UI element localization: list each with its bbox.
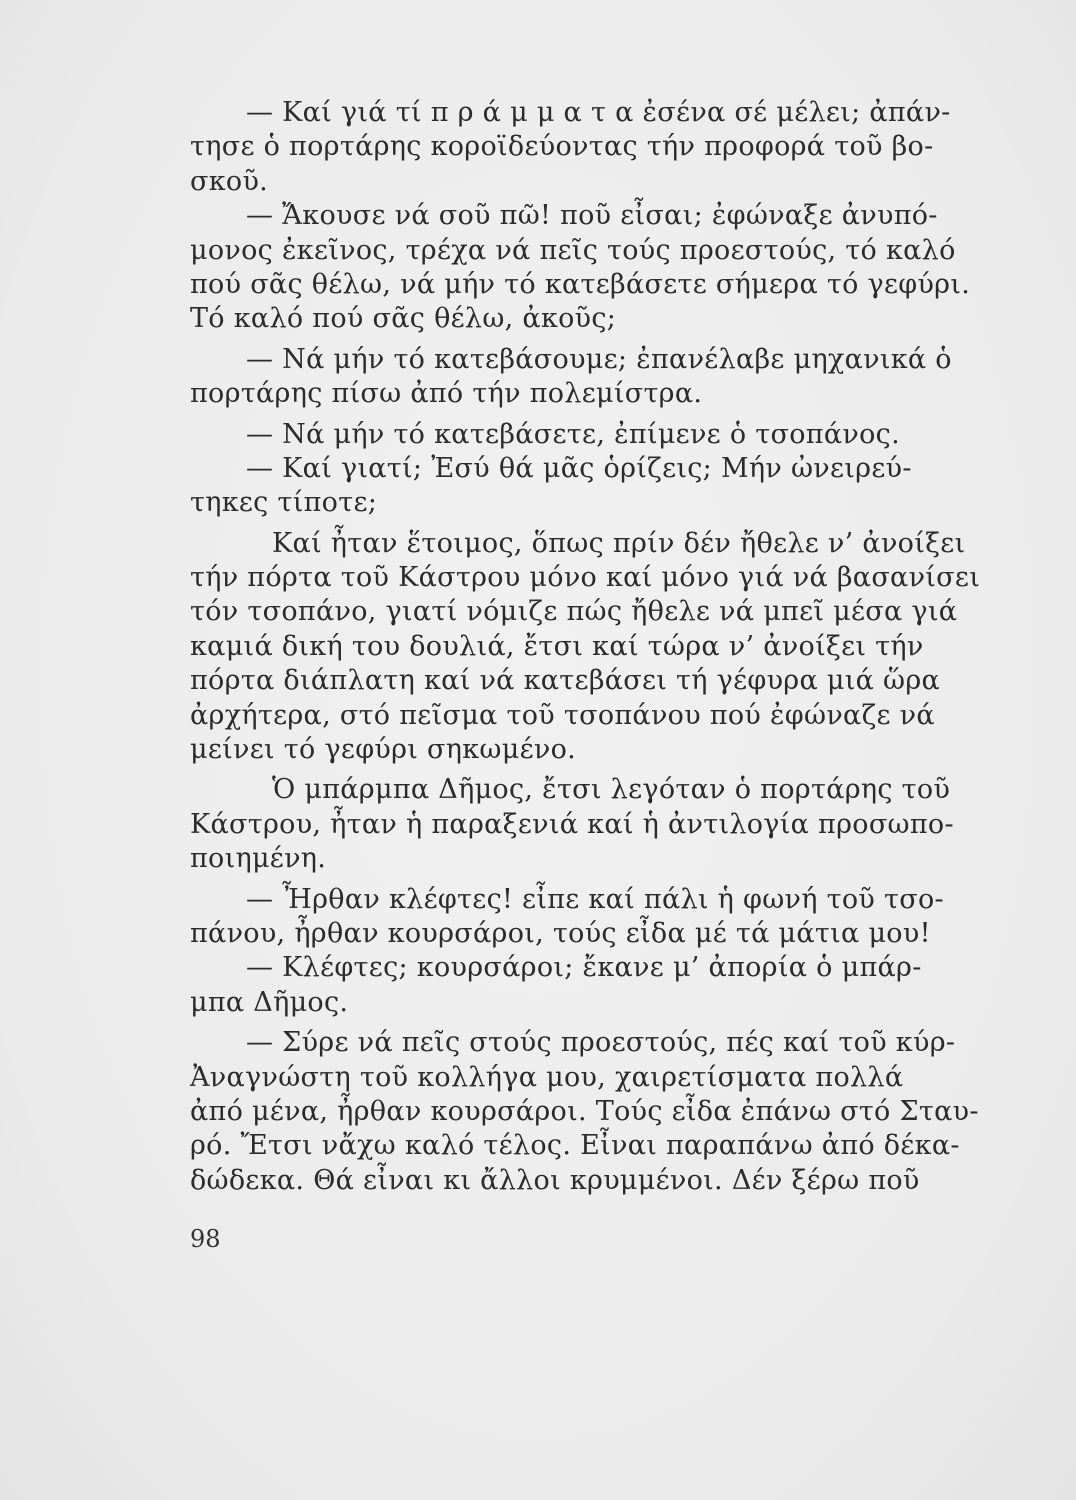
text-line: ἀπό μένα, ἦρθαν κουρσάροι. Τούς εἶδα ἐπάνω στό Σταυ- — [190, 1095, 979, 1127]
text-line: — Καί γιά τί π ρ ά μ μ α τ α ἐσένα σέ μέλει; ἀπάν- — [246, 97, 951, 128]
text-line: Ἀναγνώστη τοῦ κολλήγα μου, χαιρετίσματα πολλά — [190, 1061, 904, 1093]
text-line: Τό καλό πού σᾶς θέλω, ἀκοῦς; — [190, 303, 617, 335]
text-line: τήν πόρτα τοῦ Κάστρου μόνο καί μόνο γιά νά βασανίσει — [190, 562, 981, 594]
text-line: — Κλέφτες; κουρσάροι; ἔκανε μ’ ἀπορία ὁ μπάρ- — [246, 952, 922, 984]
text-line: Καί ἦταν ἕτοιμος, ὅπως πρίν δέν ἤθελε ν’ ἀνοίξει — [272, 527, 966, 559]
page-text — [190, 96, 981, 1198]
text-line: μονος ἐκεῖνος, τρέχα νά πεῖς τούς προεστούς, τό καλό — [190, 234, 956, 266]
text-line: — Καί γιατί; Ἐσύ θά μᾶς ὁρίζεις; Μήν ὠνειρεύ- — [246, 452, 912, 484]
text-line: τηκες τίποτε; — [190, 487, 378, 519]
text-line: πορτάρης πίσω ἀπό τήν πολεμίστρα. — [190, 378, 703, 410]
text-line: καμιά δική του δουλιά, ἔτσι καί τώρα ν’ ἀνοίξει τήν — [190, 630, 924, 662]
text-line: ποιημένη. — [190, 843, 327, 875]
text-line: Κάστρου, ἦταν ἡ παραξενιά καί ἡ ἀντιλογία προσωπο- — [190, 808, 954, 840]
text-line: πόρτα διάπλατη καί νά κατεβάσει τή γέφυρα μιά ὥρα — [190, 665, 941, 697]
text-line: — Νά μήν τό κατεβάσουμε; ἐπανέλαβε μηχανικά ὁ — [246, 343, 952, 375]
text-line: — Σύρε νά πεῖς στούς προεστούς, πές καί τοῦ κύρ- — [246, 1027, 956, 1059]
text-line: Ὁ μπάρμπα Δῆμος, ἔτσι λεγόταν ὁ πορτάρης τοῦ — [272, 774, 951, 806]
text-line: — Ἦρθαν κλέφτες! εἶπε καί πάλι ἡ φωνή τοῦ τσο- — [246, 883, 944, 915]
text-line: ἀρχήτερα, στό πεῖσμα τοῦ τσοπάνου πού ἐφώναζε νά — [190, 699, 935, 731]
text-line: ρό. Ἔτσι νἄχω καλό τέλος. Εἶναι παραπάνω ἀπό δέκα- — [190, 1130, 960, 1162]
text-line: σκοῦ. — [190, 165, 269, 197]
text-line: μείνει τό γεφύρι σηκωμένο. — [190, 734, 577, 766]
text-line: — Νά μήν τό κατεβάσετε, ἐπίμενε ὁ τσοπάνος. — [246, 418, 900, 450]
page-number: 98 — [190, 1225, 221, 1253]
text-line: πού σᾶς θέλω, νά μήν τό κατεβάσετε σήμερα τό γεφύρι. — [190, 268, 971, 300]
text-line: πάνου, ἦρθαν κουρσάροι, τούς εἶδα μέ τά μάτια μου! — [190, 917, 931, 949]
text-line: — Ἄκουσε νά σοῦ πῶ! ποῦ εἶσαι; ἐφώναξε ἀνυπό- — [246, 200, 938, 232]
text-line: μπα Δῆμος. — [190, 986, 349, 1018]
text-line: δώδεκα. Θά εἶναι κι ἄλλοι κρυμμένοι. Δέν ξέρω ποῦ — [190, 1164, 920, 1196]
text-line: τόν τσοπάνο, γιατί νόμιζε πώς ἤθελε νά μπεῖ μέσα γιά — [190, 596, 958, 628]
text-line: τησε ὁ πορτάρης κοροϊδεύοντας τήν προφορά τοῦ βο- — [190, 131, 934, 163]
